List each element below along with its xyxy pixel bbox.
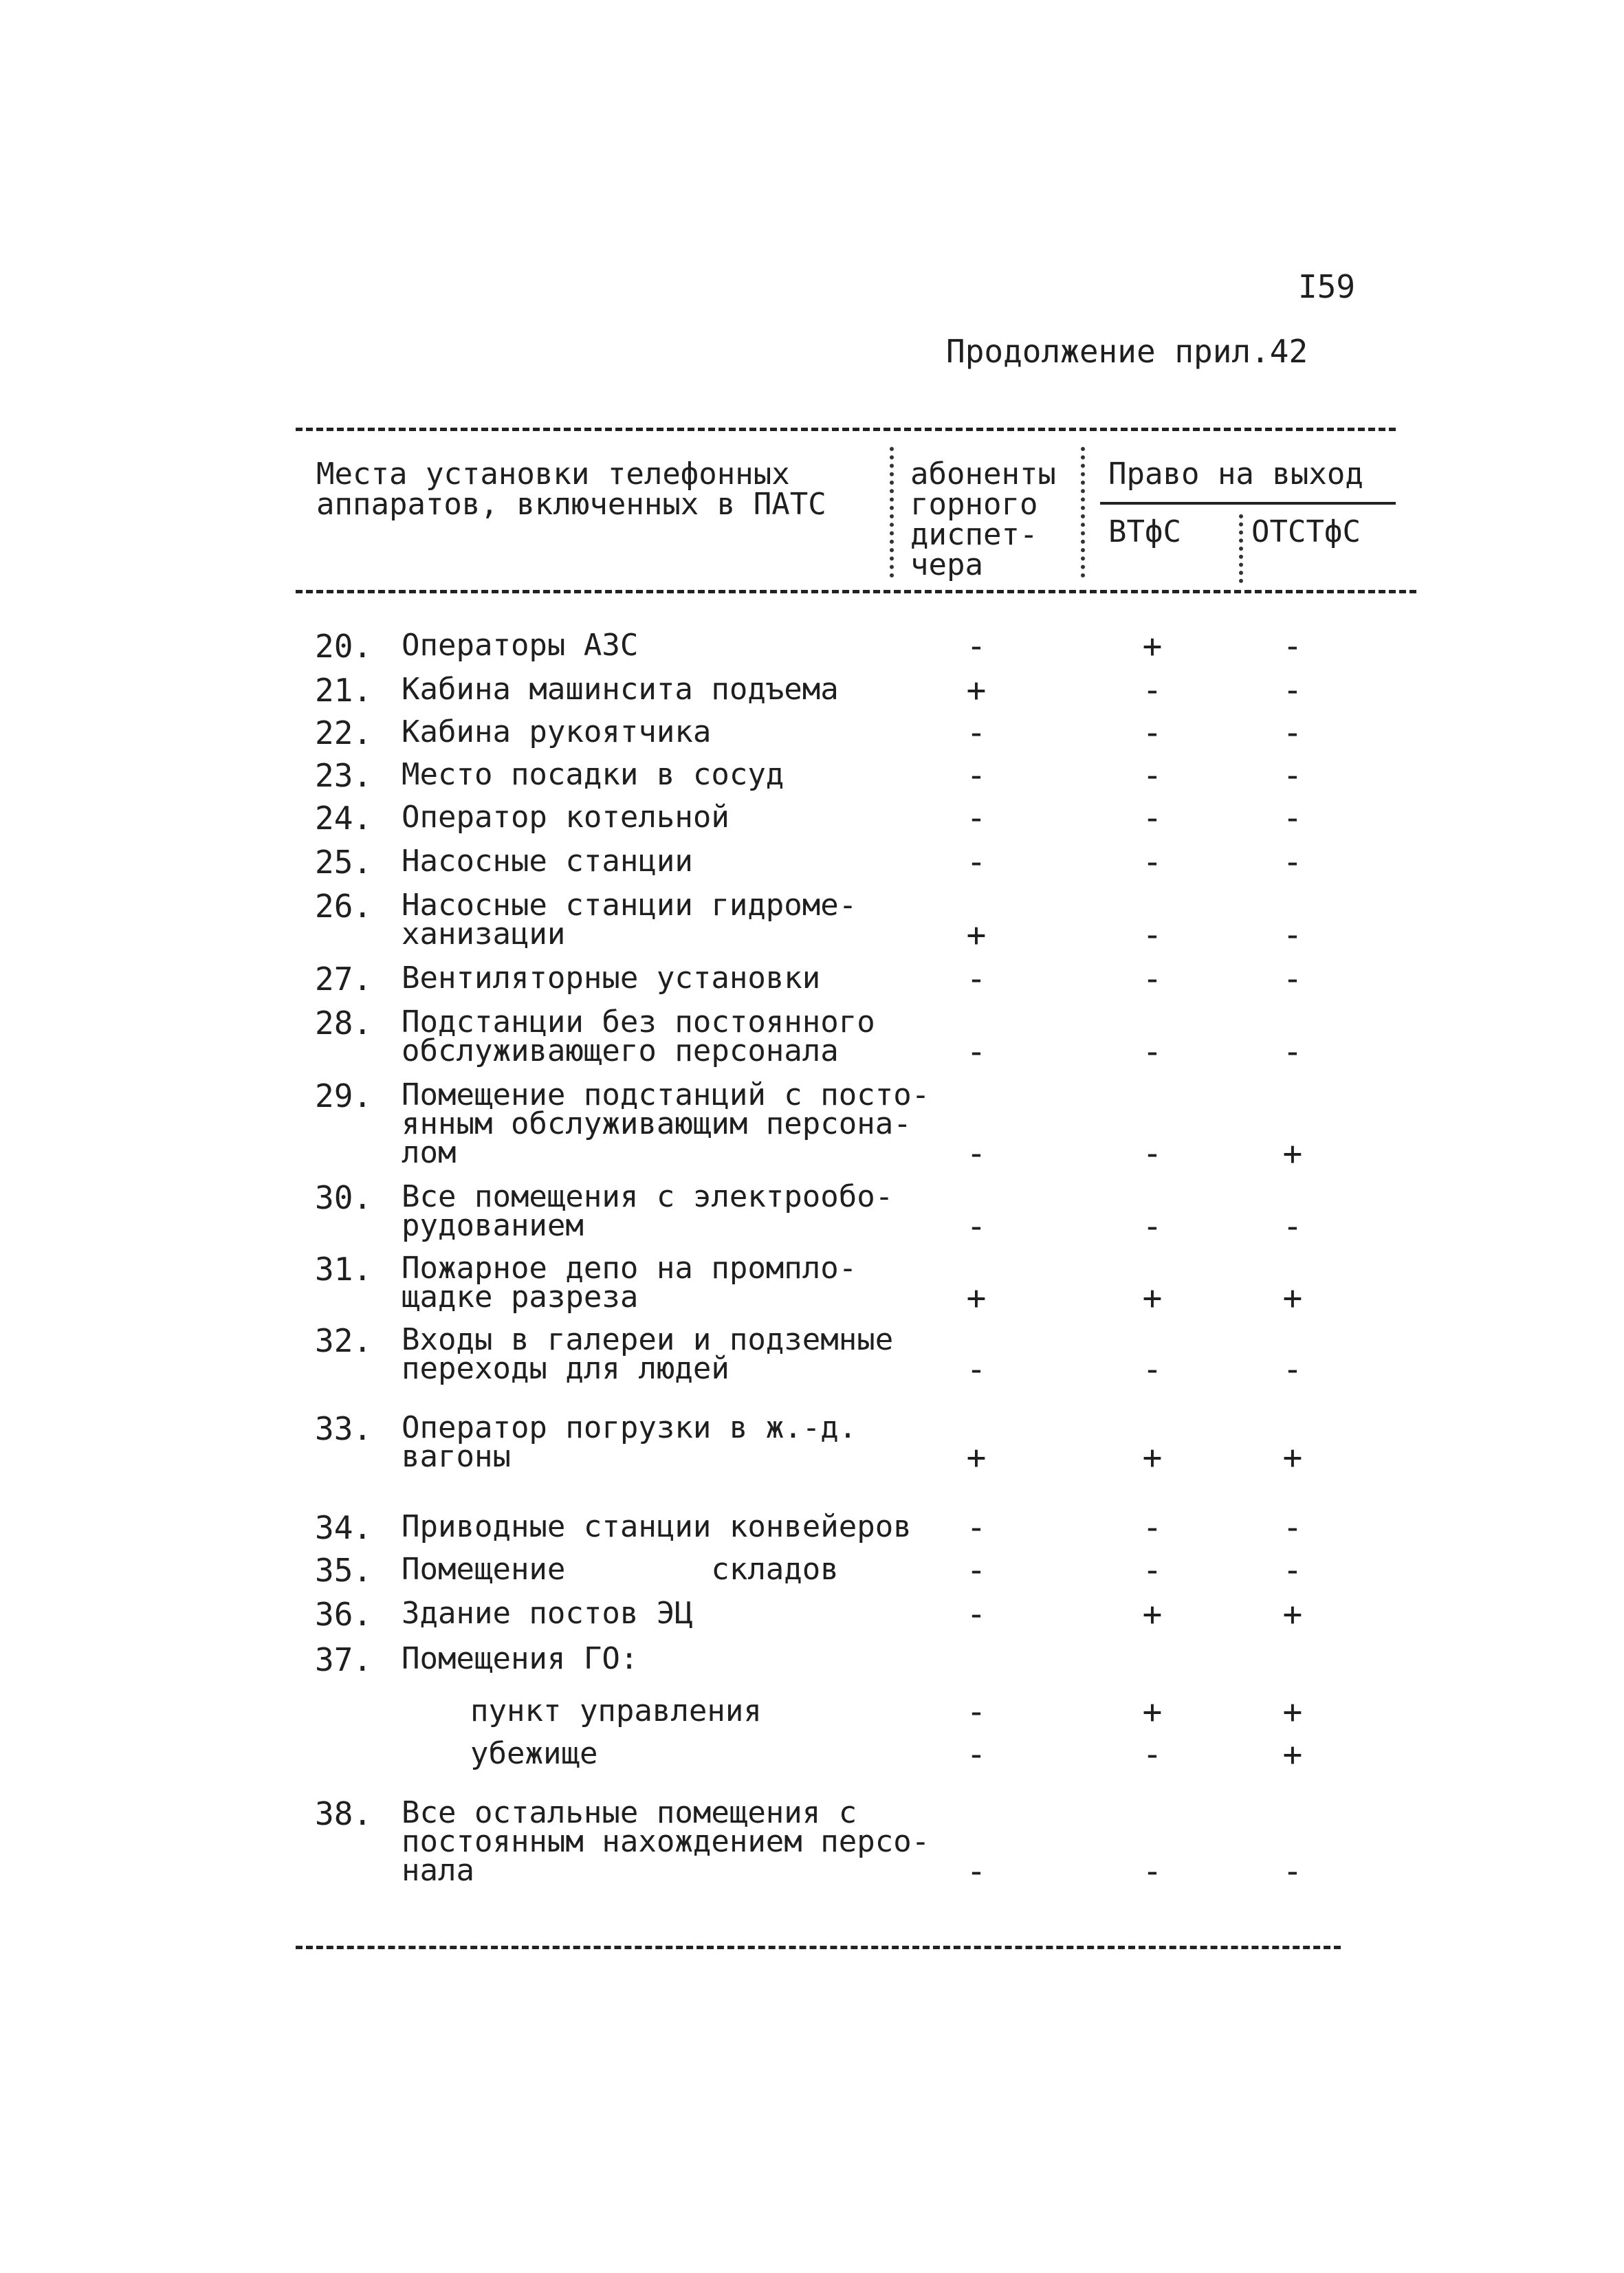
mark-dispatcher: - <box>966 1508 987 1547</box>
row-number: 24. <box>315 800 373 837</box>
row-text: Вентиляторные установки <box>402 960 821 996</box>
mark-vtfs: - <box>1142 960 1163 998</box>
row-text: Все остальные помещения с постоянным нахождением персо- нала <box>402 1795 930 1888</box>
mark-vtfs: + <box>1142 1595 1163 1634</box>
row-number: 28. <box>315 1004 373 1042</box>
row-number: 26. <box>315 888 373 925</box>
mark-vtfs: + <box>1142 1693 1163 1731</box>
mark-vtfs: - <box>1142 1033 1163 1071</box>
mark-otgtfs: - <box>1282 843 1303 881</box>
mark-otgtfs: - <box>1282 1207 1303 1246</box>
mark-vtfs: - <box>1142 671 1163 710</box>
mark-vtfs: - <box>1142 1735 1163 1774</box>
mark-otgtfs: + <box>1282 1134 1303 1173</box>
mark-otgtfs: + <box>1282 1735 1303 1774</box>
mark-dispatcher: - <box>966 960 987 998</box>
row-number: 37. <box>315 1641 373 1678</box>
row-number: 29. <box>315 1077 373 1114</box>
mark-vtfs: - <box>1142 1508 1163 1547</box>
mark-otgtfs: - <box>1282 1033 1303 1071</box>
page-number: I59 <box>1298 268 1356 305</box>
mark-dispatcher: - <box>966 1693 987 1731</box>
table-top-rule <box>296 428 1396 431</box>
mark-dispatcher: + <box>966 916 987 954</box>
header-separator-3 <box>1239 514 1243 583</box>
mark-vtfs: - <box>1142 916 1163 954</box>
row-text: Все помещения с электрообо- рудованием <box>402 1179 894 1243</box>
mark-dispatcher: - <box>966 1551 987 1590</box>
row-text: Помещение подстанций с посто- янным обслуживающим персона- лом <box>402 1077 930 1170</box>
mark-dispatcher: - <box>966 627 987 666</box>
mark-otgtfs: + <box>1282 1279 1303 1317</box>
header-places: Места установки телефонных аппаратов, включенных в ПАТС <box>316 457 826 522</box>
row-text: Помещения ГО: <box>402 1641 639 1676</box>
row-text: Операторы АЗС <box>402 628 639 663</box>
mark-otgtfs: - <box>1282 960 1303 998</box>
row-number: 25. <box>315 844 373 881</box>
mark-vtfs: + <box>1142 627 1163 666</box>
mark-dispatcher: - <box>966 1350 987 1389</box>
row-number: 35. <box>315 1552 373 1589</box>
mark-dispatcher: - <box>966 1852 987 1891</box>
header-dispatcher: абоненты горного диспет- чера <box>910 457 1056 582</box>
mark-vtfs: - <box>1142 756 1163 795</box>
mark-dispatcher: - <box>966 756 987 795</box>
table-bottom-rule <box>296 1946 1341 1949</box>
mark-otgtfs: - <box>1282 1852 1303 1891</box>
mark-vtfs: - <box>1142 843 1163 881</box>
row-number: 23. <box>315 757 373 794</box>
header-separator-2 <box>1081 447 1085 578</box>
row-text: Оператор погрузки в ж.-д. вагоны <box>402 1410 857 1474</box>
row-number: 32. <box>315 1322 373 1359</box>
row-text: Подстанции без постоянного обслуживающего персонала <box>402 1004 875 1068</box>
mark-otgtfs: - <box>1282 799 1303 837</box>
mark-dispatcher: - <box>966 714 987 752</box>
mark-otgtfs: - <box>1282 1350 1303 1389</box>
row-text: Входы в галереи и подземные переходы для людей <box>402 1322 894 1386</box>
mark-otgtfs: - <box>1282 627 1303 666</box>
mark-vtfs: + <box>1142 1438 1163 1477</box>
row-number: 34. <box>315 1509 373 1546</box>
row-text: Здание постов ЭЦ <box>402 1596 693 1631</box>
mark-otgtfs: - <box>1282 916 1303 954</box>
mark-otgtfs: - <box>1282 671 1303 710</box>
mark-vtfs: - <box>1142 1350 1163 1389</box>
mark-otgtfs: - <box>1282 714 1303 752</box>
header-separator-1 <box>890 447 894 578</box>
mark-dispatcher: - <box>966 799 987 837</box>
mark-vtfs: - <box>1142 799 1163 837</box>
row-text: Насосные станции <box>402 844 693 879</box>
row-text: Место посадки в сосуд <box>402 757 784 792</box>
header-vtfs: ВТфС <box>1108 514 1181 549</box>
row-text: убежище <box>470 1736 598 1771</box>
mark-dispatcher: + <box>966 1279 987 1317</box>
row-text: Помещение складов <box>402 1552 839 1587</box>
mark-dispatcher: - <box>966 1735 987 1774</box>
mark-dispatcher: - <box>966 1033 987 1071</box>
mark-otgtfs: + <box>1282 1595 1303 1634</box>
row-text: пункт управления <box>470 1693 762 1728</box>
mark-otgtfs: + <box>1282 1693 1303 1731</box>
mark-dispatcher: - <box>966 1595 987 1634</box>
row-text: Приводные станции конвейеров <box>402 1509 912 1544</box>
row-number: 21. <box>315 672 373 709</box>
continuation-title: Продолжение прил.42 <box>946 333 1308 370</box>
row-number: 30. <box>315 1179 373 1216</box>
mark-otgtfs: - <box>1282 1508 1303 1547</box>
header-exit-underline <box>1100 502 1396 505</box>
mark-dispatcher: + <box>966 671 987 710</box>
mark-vtfs: - <box>1142 1134 1163 1173</box>
mark-vtfs: - <box>1142 1207 1163 1246</box>
row-number: 27. <box>315 960 373 998</box>
row-text: Пожарное депо на промпло- щадке разреза <box>402 1251 857 1315</box>
mark-dispatcher: - <box>966 1134 987 1173</box>
row-text: Кабина рукоятчика <box>402 714 712 749</box>
mark-vtfs: - <box>1142 1551 1163 1590</box>
mark-otgtfs: + <box>1282 1438 1303 1477</box>
mark-dispatcher: - <box>966 843 987 881</box>
row-number: 20. <box>315 628 373 665</box>
mark-vtfs: - <box>1142 1852 1163 1891</box>
row-number: 38. <box>315 1795 373 1832</box>
mark-otgtfs: - <box>1282 1551 1303 1590</box>
mark-dispatcher: - <box>966 1207 987 1246</box>
mark-vtfs: - <box>1142 714 1163 752</box>
row-text: Кабина машинсита подъема <box>402 672 839 707</box>
row-text: Оператор котельной <box>402 800 729 835</box>
mark-dispatcher: + <box>966 1438 987 1477</box>
header-bottom-rule <box>296 590 1416 593</box>
row-number: 22. <box>315 714 373 751</box>
header-otgtfs: ОТСТфС <box>1251 514 1361 549</box>
row-number: 36. <box>315 1596 373 1633</box>
mark-vtfs: + <box>1142 1279 1163 1317</box>
mark-otgtfs: - <box>1282 756 1303 795</box>
row-number: 31. <box>315 1251 373 1288</box>
row-number: 33. <box>315 1410 373 1447</box>
row-text: Насосные станции гидроме- ханизации <box>402 888 857 952</box>
header-exit-right: Право на выход <box>1108 457 1363 492</box>
